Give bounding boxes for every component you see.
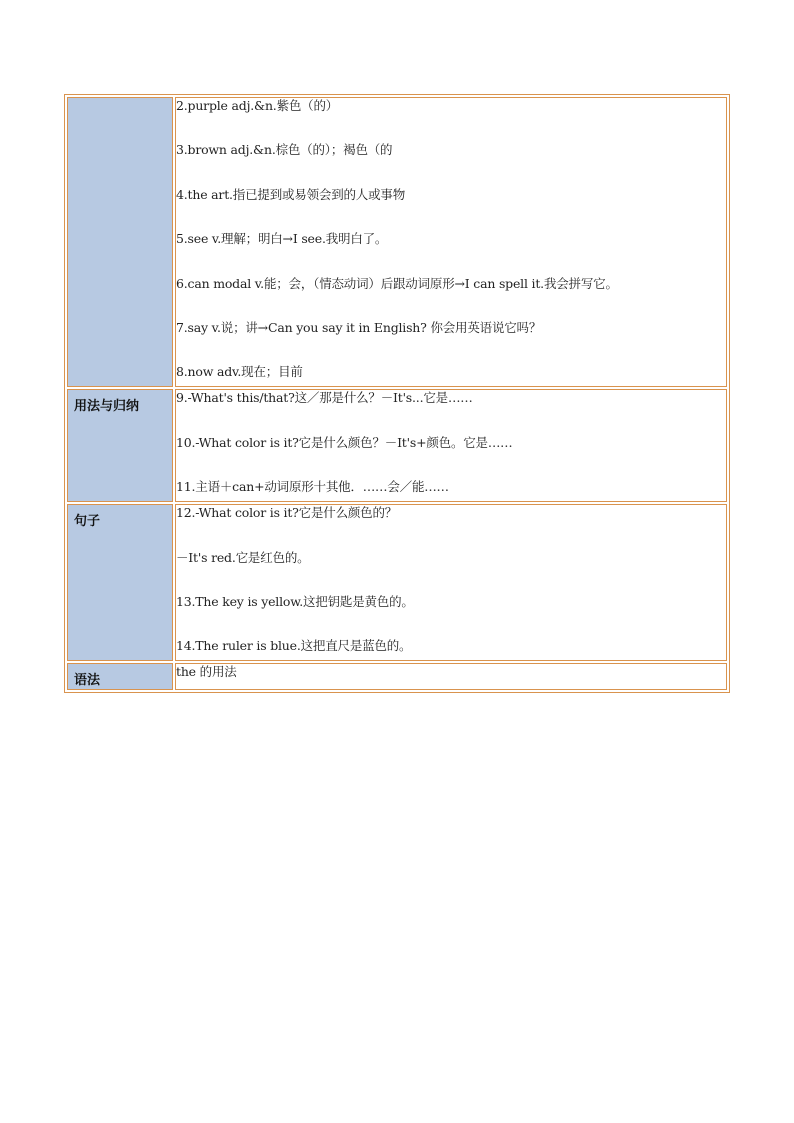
- row-content-cell: [175, 663, 727, 690]
- row-label-cell: [67, 504, 173, 661]
- row-content-cell: [175, 389, 727, 502]
- row-label-cell: [67, 663, 173, 690]
- row-content-cell: [175, 97, 727, 387]
- content-line: －It's red.它是红色的。: [176, 549, 310, 565]
- content-line: 10.-What color is it?它是什么颜色？－It's+颜色。它是……: [176, 434, 513, 450]
- content-line: 14.The ruler is blue.这把直尺是蓝色的。: [176, 638, 412, 654]
- table-row-words: [67, 97, 727, 387]
- content-line: the 的用法: [176, 664, 237, 680]
- table-row-usage: [67, 389, 727, 502]
- vocabulary-table: [64, 94, 730, 693]
- row-label-grammar: 语法: [74, 673, 101, 689]
- content-line: 11.主语＋can+动词原形十其他．……会／能……: [176, 479, 449, 495]
- content-line: 4.the art.指已提到或易领会到的人或事物: [176, 186, 405, 202]
- table-row-grammar: [67, 663, 727, 690]
- row-label-sentences: 句子: [74, 514, 101, 530]
- content-line: 6.can modal v.能；会，（情态动词）后跟动词原形→I can spell it.我会拼写它。: [176, 275, 618, 291]
- content-line: 2.purple adj.&n.紫色（的）: [176, 98, 339, 113]
- content-line: 12.-What color is it?它是什么颜色的？: [176, 505, 398, 521]
- row-label-usage: 用法与归纳: [74, 399, 140, 415]
- content-line: 8.now adv.现在；目前: [176, 364, 303, 380]
- row-label-cell: [67, 97, 173, 387]
- content-line: 3.brown adj.&n.棕色（的）；褐色（的: [176, 142, 393, 158]
- content-line: 7.say v.说；讲→Can you say it in English? 你会用英语说它吗？: [176, 319, 542, 335]
- content-line: 9.-What's this/that?这／那是什么？－It's...它是……: [176, 390, 473, 406]
- row-label-cell: [67, 389, 173, 502]
- content-line: 5.see v.理解；明白→I see.我明白了。: [176, 231, 388, 247]
- content-line: 13.The key is yellow.这把钥匙是黄色的。: [176, 593, 414, 609]
- row-label: [68, 98, 172, 107]
- row-content-cell: [175, 504, 727, 661]
- table-row-sentences: [67, 504, 727, 661]
